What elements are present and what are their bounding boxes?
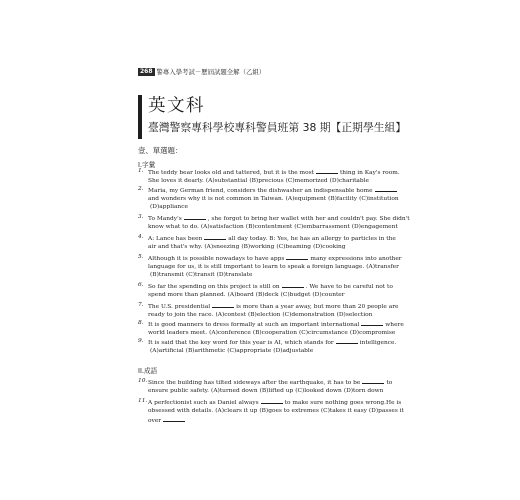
question-line: [148, 204, 383, 212]
answer-option: (B)deck: [255, 291, 279, 298]
page-number: 268: [140, 67, 153, 75]
question-text: air and that's why.: [148, 243, 203, 250]
answer-blank: [375, 186, 397, 192]
question-line: [148, 282, 393, 292]
running-header: [138, 67, 265, 76]
answer-option: (C)demonstration: [282, 311, 335, 318]
answer-option: (C)beaming: [276, 243, 312, 250]
answer-option: (D)engagement: [351, 223, 398, 230]
question-line: [148, 178, 383, 186]
answer-option: (D)compromise: [349, 329, 396, 336]
question-text: , she forgot to bring her wallet with her and couldn't pay. She didn't: [207, 216, 410, 222]
answer-option: (C)memorized: [285, 177, 328, 184]
part-heading-idioms: II.成語: [138, 367, 158, 375]
question-line: [148, 348, 383, 356]
section-heading: 壹、單選題：: [138, 146, 183, 155]
answer-option: (D)passes it: [368, 407, 404, 414]
question-text: all day today. B: Yes, he has an allergy to particles in the: [228, 236, 396, 242]
answer-option: (A)artificial: [150, 347, 184, 354]
answer-option: (D)translate: [216, 271, 253, 278]
answer-option: (D)adjustable: [273, 347, 314, 354]
answer-option: (D)torn down: [343, 387, 384, 394]
question-line: [148, 186, 383, 196]
answer-blank: [261, 398, 283, 404]
answer-option: (B)precious: [249, 177, 284, 184]
question-line: [148, 416, 383, 426]
answer-option: (C)budget: [280, 291, 311, 298]
answer-blank: [362, 378, 384, 384]
answer-blank: [286, 254, 308, 260]
answer-blank: [204, 234, 226, 240]
answer-option: (C)transit: [186, 271, 215, 278]
answer-option: (C)looked down: [295, 387, 342, 394]
answer-option: (A)substantial: [205, 177, 248, 184]
answer-option: (A)transfer: [366, 263, 399, 270]
answer-option: (A)board: [227, 291, 254, 298]
question-number: 6.: [138, 282, 144, 288]
answer-option: (B)election: [247, 311, 281, 318]
question-line: [148, 263, 399, 272]
answer-option: (A)turned down: [211, 387, 258, 394]
question-item: [138, 338, 397, 356]
question-line: [148, 378, 393, 388]
title-block: [138, 95, 407, 139]
question-text: language for us, it is still important to learn to speak a foreign language.: [148, 263, 365, 270]
question-text: to: [386, 380, 393, 386]
header-title: 警專入學考試－歷屆試題全解（乙組）: [156, 69, 266, 76]
answer-option: (D)selection: [336, 311, 373, 318]
answer-option: (C)appropriate: [227, 347, 272, 354]
answer-option: (C)embarrassment: [294, 223, 350, 230]
answer-option: (B)goes to extremes: [259, 407, 319, 414]
question-line: [148, 398, 402, 408]
question-text: A: Lance has been: [148, 236, 203, 242]
question-number: 1.: [138, 168, 144, 174]
subject-title: 英文科: [148, 96, 205, 116]
question-line: [148, 195, 399, 204]
question-text: where: [385, 322, 404, 328]
question-text: She loves it dearly.: [148, 177, 204, 184]
answer-option: (D)cooking: [313, 243, 346, 250]
answer-option: (C)takes it easy: [320, 407, 367, 414]
answer-blank: [282, 282, 304, 288]
question-number: 11.: [138, 398, 148, 404]
answer-option: (A)equipment: [285, 195, 327, 202]
question-line: [148, 329, 396, 338]
question-item: [138, 398, 404, 426]
question-line: [148, 272, 383, 280]
question-line: [148, 338, 397, 348]
question-item: [138, 234, 396, 252]
question-text: is more than a year away, but more than 20 people are: [236, 304, 399, 310]
answer-option: (B)working: [241, 243, 275, 250]
question-text: To Mandy's: [148, 216, 182, 222]
question-text: Although it is possible nowadays to have apps: [148, 256, 285, 262]
answer-option: (A)conference: [209, 329, 251, 336]
question-number: 3.: [138, 214, 144, 220]
question-text: obsessed with details.: [148, 407, 214, 414]
answer-option: (B)contentment: [245, 223, 293, 230]
question-line: [148, 292, 383, 300]
answer-option: (A)clears it up: [215, 407, 258, 414]
question-line: [148, 244, 383, 252]
question-text: to make sure nothing goes wrong.He is: [284, 400, 402, 406]
exam-subtitle: 臺灣警察專科學校專科警員班第 38 期【正期學生組】: [148, 121, 407, 134]
question-text: and wonders why it is not common in Taiwan.: [148, 195, 284, 202]
answer-blank: [336, 338, 358, 344]
question-number: 5.: [138, 254, 144, 260]
answer-blank: [184, 214, 206, 220]
question-line: [148, 168, 400, 178]
question-line: [148, 254, 402, 264]
question-text: many expressions into another: [310, 256, 402, 262]
question-text: intelligence.: [359, 340, 397, 346]
question-text: spend more than planned.: [148, 291, 226, 298]
question-item: [138, 168, 400, 186]
question-line: [148, 407, 404, 416]
answer-option: (A)contest: [215, 311, 246, 318]
question-text: The U.S. presidential: [148, 304, 211, 310]
question-text: Maria, my German friend, considers the dishwasher an indispensable home: [148, 188, 373, 194]
answer-option: (D)counter: [312, 291, 345, 298]
question-number: 9.: [138, 338, 144, 344]
question-text: Since the building has tilted sideways after the earthquake, it has to be: [148, 380, 361, 386]
part-heading-vocabulary: I.字彙: [138, 161, 156, 169]
question-text: A perfectionist such as Daniel always: [148, 400, 259, 406]
question-text: over: [148, 417, 162, 424]
question-text: It is said that the key word for this year is AI, which stands for: [148, 340, 334, 346]
question-line: [148, 320, 404, 330]
question-item: [138, 320, 404, 338]
question-line: [148, 388, 383, 396]
question-line: [148, 302, 399, 312]
question-text: It is good manners to dress formally at such an important international: [148, 322, 360, 328]
answer-option: (B)facility: [328, 195, 358, 202]
question-item: [138, 302, 399, 320]
question-item: [138, 378, 393, 396]
answer-blank: [163, 416, 185, 422]
answer-option: (C)institution: [359, 195, 399, 202]
question-text: ensure public safety.: [148, 387, 210, 394]
title-accent-bar: [138, 95, 142, 139]
question-line: [148, 223, 398, 232]
answer-blank: [212, 302, 234, 308]
question-text: thing in Kay's room.: [339, 170, 400, 176]
answer-option: (D)appliance: [150, 203, 188, 210]
question-text: world leaders meet.: [148, 329, 208, 336]
answer-option: (B)lifted up: [259, 387, 294, 394]
question-item: [138, 254, 402, 280]
question-number: 10.: [138, 378, 148, 384]
question-text: So far the spending on this project is still on: [148, 284, 280, 290]
question-number: 4.: [138, 234, 144, 240]
answer-blank: [361, 320, 383, 326]
question-line: [148, 234, 396, 244]
answer-option: (C)circumstance: [298, 329, 348, 336]
answer-option: (B)cooperation: [252, 329, 297, 336]
question-item: [138, 282, 393, 300]
question-number: 8.: [138, 320, 144, 326]
answer-option: (B)arithmetic: [185, 347, 226, 354]
question-line: [148, 214, 410, 224]
answer-blank: [316, 168, 338, 174]
question-line: [148, 312, 383, 320]
answer-option: (D)charitable: [329, 177, 369, 184]
question-item: [138, 186, 399, 212]
question-number: 2.: [138, 186, 144, 192]
answer-option: (B)transmit: [150, 271, 185, 278]
answer-option: (A)sneezing: [204, 243, 240, 250]
question-text: . We have to be careful not to: [305, 284, 393, 290]
question-item: [138, 214, 410, 232]
question-number: 7.: [138, 302, 144, 308]
question-text: The teddy bear looks old and tattered, but it is the most: [148, 170, 314, 176]
question-text: know what to do.: [148, 223, 199, 230]
answer-option: (A)satisfaction: [200, 223, 244, 230]
question-text: ready to join the race.: [148, 311, 214, 318]
